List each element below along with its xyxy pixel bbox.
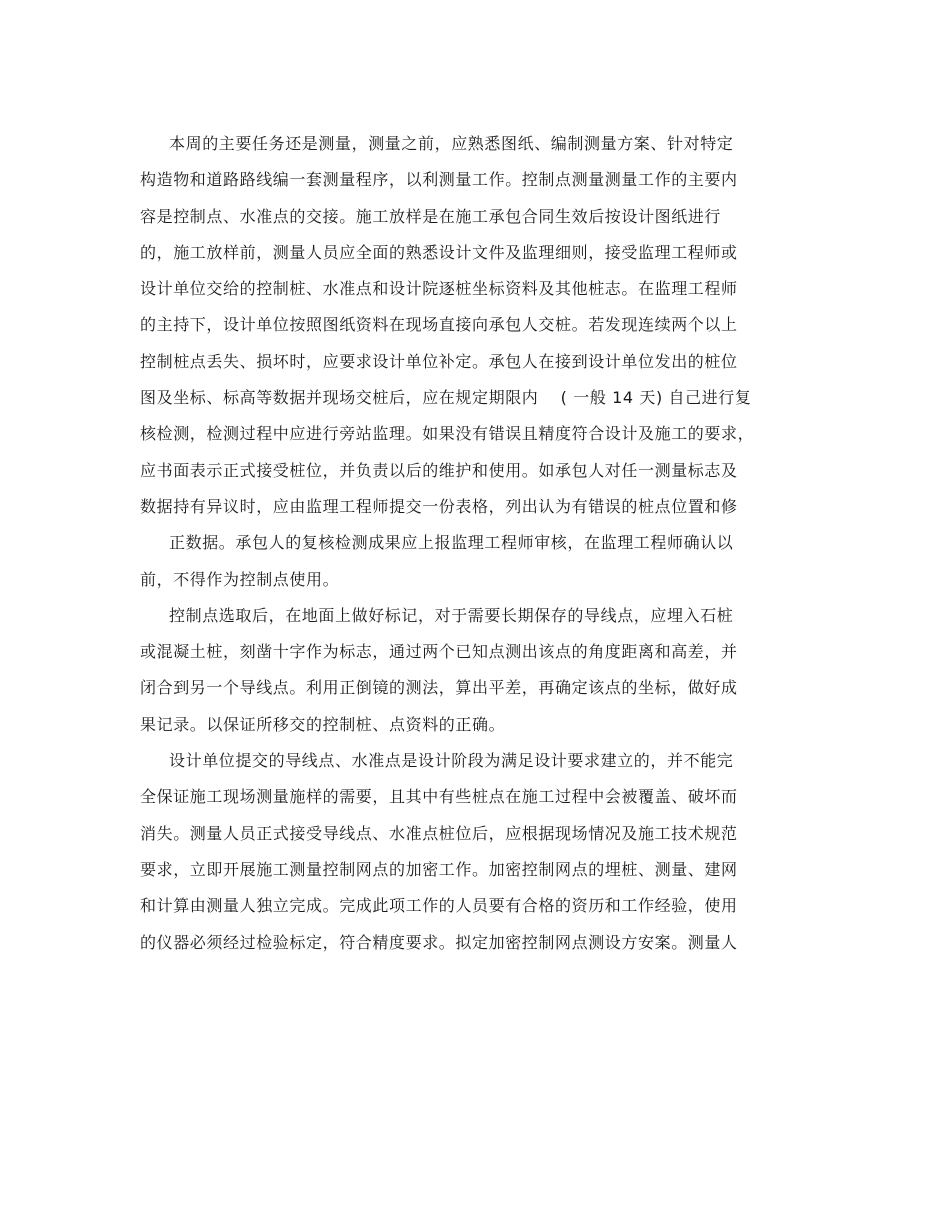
- paragraph-1-line-9: 核检测，检测过程中应进行旁站监理。如果没有错误且精度符合设计及施工的要求，: [140, 424, 755, 444]
- paragraph-3-line-4: 要求，立即开展施工测量控制网点的加密工作。加密控制网点的埋桩、测量、建网: [140, 859, 738, 879]
- paragraph-1-line-1: 本周的主要任务还是测量，测量之前，应熟悉图纸、编制测量方案、针对特定: [169, 134, 734, 153]
- paragraph-2-line-1: 控制点选取后，在地面上做好标记，对于需要长期保存的导线点，应埋入石桩: [169, 605, 734, 625]
- paragraph-1-line-10: 应书面表示正式接受桩位，并负责以后的维护和使用。如承包人对任一测量标志及: [140, 460, 738, 480]
- paragraph-1-line-13: 前，不得作为控制点使用。: [140, 569, 340, 589]
- paragraph-2-line-3: 闭合到另一个导线点。利用正倒镜的测法，算出平差，再确定该点的坐标，做好成: [140, 678, 738, 698]
- paragraph-1-line-4: 的，施工放样前，测量人员应全面的熟悉设计文件及监理细则，接受监理工程师或: [140, 242, 738, 262]
- paragraph-1-line-5: 设计单位交给的控制桩、水准点和设计院逐桩坐标资料及其他桩志。在监理工程师: [140, 279, 738, 299]
- paragraph-3-line-2: 全保证施工现场测量施样的需要，且其中有些桩点在施工过程中会被覆盖、破坏而: [140, 787, 738, 807]
- paragraph-1-line-3: 容是控制点、水准点的交接。施工放样是在施工承包合同生效后按设计图纸进行: [140, 206, 722, 226]
- paragraph-2-line-2: 或混凝土桩，刻凿十字作为标志，通过两个已知点测出该点的角度距离和高差，并: [140, 642, 738, 662]
- paragraph-1-line-6: 的主持下，设计单位按照图纸资料在现场直接向承包人交桩。若发现连续两个以上: [140, 315, 738, 335]
- paragraph-1-line-7: 控制桩点丢失、损坏时，应要求设计单位补定。承包人在接到设计单位发出的桩位: [140, 351, 738, 371]
- paragraph-1-line-11: 数据持有异议时，应由监理工程师提交一份表格，列出认为有错误的桩点位置和修: [140, 496, 738, 516]
- paragraph-2-line-4: 果记录。以保证所移交的控制桩、点资料的正确。: [140, 714, 506, 734]
- body-text: [140, 128, 800, 963]
- paragraph-1-line-8: 图及坐标、标高等数据并现场交桩后，应在规定期限内 ( 一般 14 天) 自己进行复: [140, 388, 752, 408]
- paragraph-3-line-5: 和计算由测量人独立完成。完成此项工作的人员要有合格的资历和工作经验，使用: [140, 896, 738, 916]
- paragraph-1-line-12: 正数据。承包人的复核检测成果应上报监理工程师审核，在监理工程师确认以: [169, 533, 734, 553]
- paragraph-3-line-3: 消失。测量人员正式接受导线点、水准点桩位后，应根据现场情况及施工技术规范: [140, 823, 738, 843]
- paragraph-3-line-1: 设计单位提交的导线点、水准点是设计阶段为满足设计要求建立的，并不能完: [169, 751, 734, 771]
- paragraph-3-line-6: 的仪器必须经过检验标定，符合精度要求。拟定加密控制网点测设方安案。测量人: [140, 932, 738, 952]
- paragraph-1-line-2: 构造物和道路路线编一套测量程序，以利测量工作。控制点测量测量工作的主要内: [140, 170, 738, 190]
